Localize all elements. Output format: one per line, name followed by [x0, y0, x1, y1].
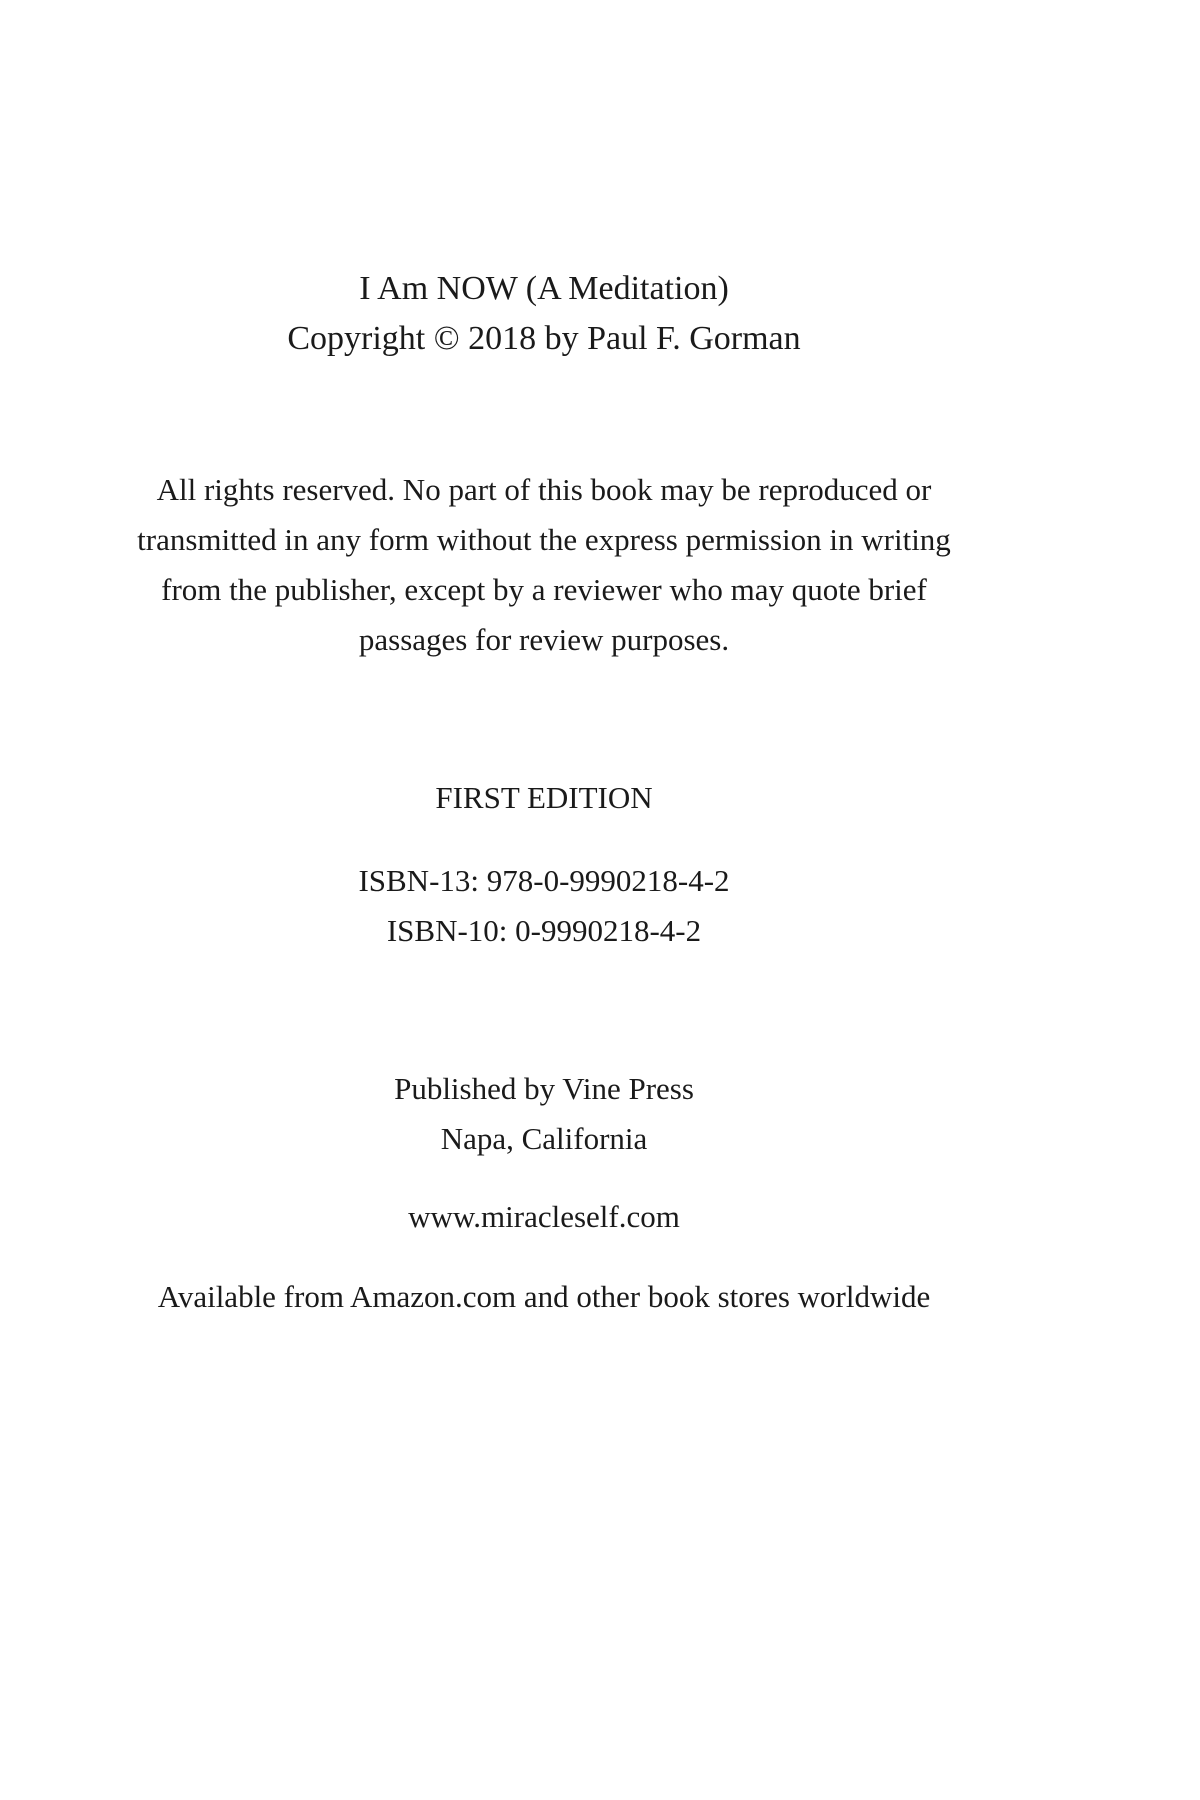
edition-label: FIRST EDITION — [435, 780, 653, 815]
publisher-name: Published by Vine Press — [394, 1071, 694, 1106]
rights-line-2: transmitted in any form without the express permission in writing — [137, 522, 951, 557]
availability-note: Available from Amazon.com and other book stores worldwide — [157, 1279, 931, 1314]
rights-line-1: All rights reserved. No part of this book may be reproduced or — [156, 472, 932, 507]
publisher-location: Napa, California — [440, 1121, 648, 1156]
isbn-10: ISBN-10: 0-9990218-4-2 — [386, 913, 702, 948]
rights-line-3: from the publisher, except by a reviewer who may quote brief — [161, 572, 927, 607]
copyright-line: Copyright © 2018 by Paul F. Gorman — [287, 320, 801, 357]
book-title: I Am NOW (A Meditation) — [359, 270, 729, 307]
rights-line-4: passages for review purposes. — [358, 622, 730, 657]
isbn-13: ISBN-13: 978-0-9990218-4-2 — [358, 863, 730, 898]
website-link[interactable]: www.miracleself.com — [408, 1199, 680, 1234]
